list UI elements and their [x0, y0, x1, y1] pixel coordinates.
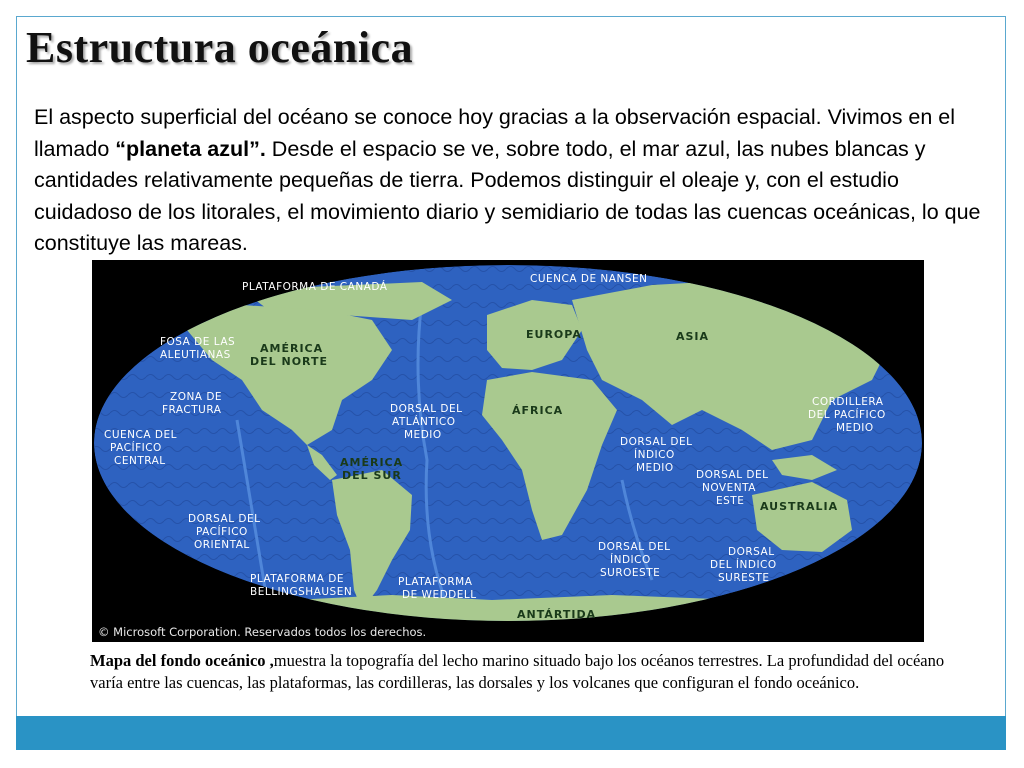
- caption-text: muestra la topografía del lecho marino situado bajo los océanos terrestres. La profundidad del océano varía entre las cuencas, las plataformas, las cordilleras, las dorsales y los volcanes que configuran el fondo oceánico.: [90, 651, 945, 692]
- label-africa: ÁFRICA: [512, 404, 564, 417]
- ocean-floor-map-graphic: [92, 260, 924, 642]
- label-america-sur-2: DEL SUR: [342, 469, 402, 482]
- label-dorsal-indico-medio-2: ÍNDICO: [634, 449, 675, 461]
- label-cordillera-pacifico-1: CORDILLERA: [812, 396, 884, 408]
- label-america-sur-1: AMÉRICA: [340, 456, 404, 469]
- intro-paragraph: [34, 102, 994, 260]
- label-cordillera-pacifico-3: MEDIO: [836, 422, 874, 434]
- label-dorsal-indico-suroeste-2: ÍNDICO: [610, 554, 651, 566]
- label-dorsal-indico-medio-1: DORSAL DEL: [620, 436, 693, 448]
- map-caption: [90, 650, 950, 693]
- label-plataforma-weddell-2: DE WEDDELL: [402, 589, 477, 601]
- label-antartida: ANTÁRTIDA: [517, 608, 597, 621]
- label-cuenca-nansen: CUENCA DE NANSEN: [530, 273, 648, 285]
- label-dorsal-pacifico-oriental-3: ORIENTAL: [194, 539, 250, 551]
- intro-text-part1: El aspecto superficial del océano se conoce hoy gracias a la observación espacial. Vivimos en el llamado: [34, 105, 956, 161]
- intro-highlight: “planeta azul”.: [115, 136, 266, 161]
- label-cuenca-pacifico-1: CUENCA DEL: [104, 429, 177, 441]
- label-dorsal-indico-sureste-1: DORSAL: [728, 546, 775, 558]
- label-dorsal-noventa-3: ESTE: [716, 495, 745, 507]
- label-cuenca-pacifico-2: PACÍFICO: [110, 442, 162, 454]
- ocean-floor-map: [92, 260, 924, 642]
- label-dorsal-noventa-2: NOVENTA: [702, 482, 756, 494]
- label-cordillera-pacifico-2: DEL PACÍFICO: [808, 409, 886, 421]
- intro-text-part2: Desde el espacio se ve, sobre todo, el mar azul, las nubes blancas y cantidades relativamente pequeñas de tierra. Podemos distinguir el oleaje y, con el estudio cuidadoso de los litorales, el movimiento diario y semidiario de todas las cuencas oceánicas, lo que constituye las mareas.: [34, 136, 981, 255]
- label-plataforma-weddell-1: PLATAFORMA: [398, 576, 473, 588]
- label-fosa-aleutianas-2: ALEUTIANAS: [160, 349, 231, 361]
- label-dorsal-pacifico-oriental-2: PACÍFICO: [196, 526, 248, 538]
- label-zona-fractura-2: FRACTURA: [162, 404, 222, 416]
- label-dorsal-indico-suroeste-3: SUROESTE: [600, 567, 661, 579]
- label-cuenca-pacifico-3: CENTRAL: [114, 455, 166, 467]
- label-america-norte-2: DEL NORTE: [250, 355, 329, 368]
- label-plataforma-canada: PLATAFORMA DE CANADÁ: [242, 281, 388, 293]
- label-fosa-aleutianas-1: FOSA DE LAS: [160, 336, 236, 348]
- label-dorsal-pacifico-oriental-1: DORSAL DEL: [188, 513, 261, 525]
- label-dorsal-indico-sureste-3: SURESTE: [718, 572, 770, 584]
- label-zona-fractura-1: ZONA DE: [170, 391, 223, 403]
- label-america-norte-1: AMÉRICA: [260, 342, 324, 355]
- label-dorsal-atlantico-3: MEDIO: [404, 429, 442, 441]
- slide-bottom-bar: [16, 716, 1006, 750]
- label-plataforma-bellingshausen-2: BELLINGSHAUSEN: [250, 586, 353, 598]
- label-dorsal-indico-suroeste-1: DORSAL DEL: [598, 541, 671, 553]
- label-dorsal-noventa-1: DORSAL DEL: [696, 469, 769, 481]
- caption-bold: Mapa del fondo oceánico ,: [90, 651, 274, 670]
- label-dorsal-atlantico-1: DORSAL DEL: [390, 403, 463, 415]
- label-dorsal-indico-medio-3: MEDIO: [636, 462, 674, 474]
- label-asia: ASIA: [676, 330, 710, 343]
- slide-title: Estructura oceánica: [26, 23, 414, 72]
- label-dorsal-atlantico-2: ATLÁNTICO: [392, 416, 456, 428]
- label-australia: AUSTRALIA: [760, 500, 839, 513]
- label-plataforma-bellingshausen-1: PLATAFORMA DE: [250, 573, 344, 585]
- label-dorsal-indico-sureste-2: DEL ÍNDICO: [710, 559, 777, 571]
- map-copyright: © Microsoft Corporation. Reservados todos los derechos.: [98, 625, 427, 639]
- label-europa: EUROPA: [526, 328, 582, 341]
